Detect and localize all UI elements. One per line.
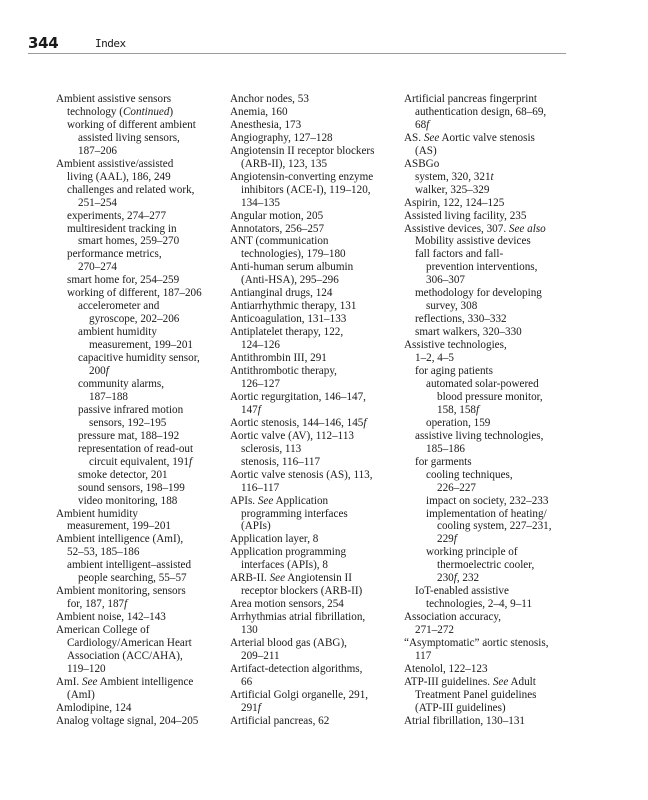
index-line: 187–206 xyxy=(78,144,117,157)
index-line: working of different, 187–206 xyxy=(67,287,202,300)
index-line: (APIs) xyxy=(241,520,271,533)
index-line: 200f xyxy=(89,365,109,378)
index-line: Ambient assistive sensors xyxy=(56,93,172,105)
index-line: experiments, 274–277 xyxy=(67,209,167,222)
index-line: Assisted living facility, 235 xyxy=(404,209,527,222)
index-line: stenosis, 116–117 xyxy=(241,455,321,468)
index-line: Ambient monitoring, sensors xyxy=(56,585,186,598)
index-line: implementation of heating/ xyxy=(426,507,547,520)
index-line: 230f, 232 xyxy=(437,572,480,585)
index-line: cooling system, 227–231, xyxy=(437,520,552,533)
index-line: methodology for developing xyxy=(415,287,542,300)
index-line: IoT-enabled assistive xyxy=(415,585,509,598)
index-line: 126–127 xyxy=(241,377,280,390)
index-line: ambient intelligent–assisted xyxy=(67,559,192,572)
index-line: Ambient noise, 142–143 xyxy=(56,611,166,624)
index-line: inhibitors (ACE-I), 119–120, xyxy=(241,183,371,196)
index-line: 158, 158f xyxy=(437,403,480,416)
index-line: 124–126 xyxy=(241,339,280,352)
index-line: Anticoagulation, 131–133 xyxy=(230,313,347,326)
index-line: Antiplatelet therapy, 122, xyxy=(230,326,344,339)
index-line: Cardiology/American Heart xyxy=(67,637,192,650)
index-line: 116–117 xyxy=(241,481,280,494)
index-line: authentication design, 68–69, xyxy=(415,105,547,118)
index-line: 119–120 xyxy=(67,662,106,675)
index-line: capacitive humidity sensor, xyxy=(78,352,200,365)
index-line: 187–188 xyxy=(89,390,128,403)
page-header xyxy=(28,34,566,54)
index-line: working principle of xyxy=(426,546,518,559)
index-line: 229f xyxy=(437,533,457,546)
index-line: 251–254 xyxy=(78,196,117,209)
index-line: 68f xyxy=(415,118,430,131)
index-line: measurement, 199–201 xyxy=(89,339,193,352)
running-head: Index xyxy=(95,37,126,50)
index-line: operation, 159 xyxy=(426,416,491,429)
index-line: “Asymptomatic” aortic stenosis, xyxy=(404,637,549,650)
index-line: thermoelectric cooler, xyxy=(437,559,535,572)
header-rule xyxy=(28,53,566,54)
index-line: for, 187, 187f xyxy=(67,598,128,611)
index-line: multiresident tracking in xyxy=(67,222,177,235)
index-line: ARB-II. See Angiotensin II xyxy=(230,572,352,585)
index-line: 209–211 xyxy=(241,649,280,662)
index-line: Artificial pancreas, 62 xyxy=(230,714,330,727)
index-column-2 xyxy=(230,93,402,728)
index-line: 52–53, 185–186 xyxy=(67,546,140,559)
index-line: survey, 308 xyxy=(426,300,478,313)
index-column-3 xyxy=(404,93,576,728)
index-line: AS. See Aortic valve stenosis xyxy=(404,131,535,144)
index-line: ambient humidity xyxy=(78,326,157,339)
index-line: smart walkers, 320–330 xyxy=(415,326,522,339)
index-line: Anemia, 160 xyxy=(230,105,288,118)
index-line: ANT (communication xyxy=(230,235,329,248)
index-line: 130 xyxy=(241,624,258,637)
index-line: Atrial fibrillation, 130–131 xyxy=(404,714,525,727)
index-line: sclerosis, 113 xyxy=(241,442,302,455)
index-line: gyroscope, 202–206 xyxy=(89,313,180,326)
index-line: Assistive devices, 307. See also xyxy=(404,222,546,235)
index-line: Arterial blood gas (ABG), xyxy=(230,637,347,650)
index-line: American College of xyxy=(56,624,150,637)
index-line: technologies), 179–180 xyxy=(241,248,346,261)
index-line: Artificial Golgi organelle, 291, xyxy=(230,688,369,701)
index-line: 271–272 xyxy=(415,624,454,637)
index-line: fall factors and fall- xyxy=(415,248,504,261)
index-line: smart homes, 259–270 xyxy=(78,235,180,248)
index-line: for aging patients xyxy=(415,365,493,378)
index-line: sensors, 192–195 xyxy=(89,416,167,429)
index-line: 134–135 xyxy=(241,196,280,209)
index-line: Application programming xyxy=(230,546,347,559)
index-line: prevention interventions, xyxy=(426,261,538,274)
index-line: 147f xyxy=(241,403,261,416)
index-line: automated solar-powered xyxy=(426,377,539,390)
index-line: impact on society, 232–233 xyxy=(426,494,549,507)
index-line: performance metrics, xyxy=(67,248,162,261)
index-line: 117 xyxy=(415,649,432,662)
index-line: Ambient assistive/assisted xyxy=(56,157,174,170)
index-line: interfaces (APIs), 8 xyxy=(241,559,328,572)
index-line: Assistive technologies, xyxy=(404,339,507,352)
index-line: Angular motion, 205 xyxy=(230,209,324,222)
index-line: (Anti-HSA), 295–296 xyxy=(241,274,339,287)
index-line: (AS) xyxy=(415,144,437,157)
index-line: technologies, 2–4, 9–11 xyxy=(426,598,533,611)
index-line: working of different ambient xyxy=(67,118,196,131)
index-line: sound sensors, 198–199 xyxy=(78,481,185,494)
index-line: Antithrombotic therapy, xyxy=(230,365,337,378)
index-line: 291f xyxy=(241,701,261,714)
index-line: assistive living technologies, xyxy=(415,429,544,442)
index-line: Atenolol, 122–123 xyxy=(404,662,488,675)
index-line: system, 320, 321t xyxy=(415,170,494,183)
index-line: Association accuracy, xyxy=(404,611,502,624)
index-line: 1–2, 4–5 xyxy=(415,352,454,365)
index-line: Antithrombin III, 291 xyxy=(230,352,327,365)
index-line: AmI. See Ambient intelligence xyxy=(56,675,194,688)
index-line: Ambient intelligence (AmI), xyxy=(56,533,184,546)
index-line: (ATP-III guidelines) xyxy=(415,701,506,714)
index-line: people searching, 55–57 xyxy=(78,572,187,585)
index-line: Aortic valve (AV), 112–113 xyxy=(230,429,354,442)
index-line: Artifact-detection algorithms, xyxy=(230,662,363,675)
index-line: 66 xyxy=(241,675,253,688)
index-line: smoke detector, 201 xyxy=(78,468,168,481)
index-line: for garments xyxy=(415,455,472,468)
page-number: 344 xyxy=(28,34,59,52)
index-line: 226–227 xyxy=(437,481,476,494)
index-line: Aspirin, 122, 124–125 xyxy=(404,196,505,209)
index-line: accelerometer and xyxy=(78,300,160,313)
index-line: representation of read-out xyxy=(78,442,194,455)
index-line: Antiarrhythmic therapy, 131 xyxy=(230,300,357,313)
index-line: Antianginal drugs, 124 xyxy=(230,287,333,300)
index-line: Anesthesia, 173 xyxy=(230,118,302,131)
index-line: technology (Continued) xyxy=(67,105,174,118)
index-line: assisted living sensors, xyxy=(78,131,180,144)
index-line: circuit equivalent, 191f xyxy=(89,455,193,468)
index-line: Aortic stenosis, 144–146, 145f xyxy=(230,416,367,429)
index-line: Anchor nodes, 53 xyxy=(230,93,309,105)
index-line: programming interfaces xyxy=(241,507,348,520)
index-line: Ambient humidity xyxy=(56,507,139,520)
index-line: Association (ACC/AHA), xyxy=(67,649,183,662)
index-line: Aortic regurgitation, 146–147, xyxy=(230,390,366,403)
index-line: Arrhythmias atrial fibrillation, xyxy=(230,611,366,624)
index-line: Area motion sensors, 254 xyxy=(230,598,344,611)
index-line: passive infrared motion xyxy=(78,403,184,416)
index-line: measurement, 199–201 xyxy=(67,520,171,533)
index-line: (ARB-II), 123, 135 xyxy=(241,157,328,170)
index-line: Anti-human serum albumin xyxy=(230,261,354,274)
index-line: Application layer, 8 xyxy=(230,533,319,546)
index-line: smart home for, 254–259 xyxy=(67,274,180,287)
index-line: Angiotensin II receptor blockers xyxy=(230,144,375,157)
index-line: challenges and related work, xyxy=(67,183,195,196)
index-line: cooling techniques, xyxy=(426,468,513,481)
index-line: Angiotensin-converting enzyme xyxy=(230,170,374,183)
index-line: ASBGo xyxy=(404,157,440,170)
index-line: reflections, 330–332 xyxy=(415,313,507,326)
index-line: pressure mat, 188–192 xyxy=(78,429,180,442)
index-line: Artificial pancreas fingerprint xyxy=(404,93,538,105)
index-line: Analog voltage signal, 204–205 xyxy=(56,714,199,727)
index-line: receptor blockers (ARB-II) xyxy=(241,585,363,598)
index-line: living (AAL), 186, 249 xyxy=(67,170,171,183)
index-line: 306–307 xyxy=(426,274,465,287)
index-line: ATP-III guidelines. See Adult xyxy=(404,675,536,688)
index-line: Angiography, 127–128 xyxy=(230,131,333,144)
index-line: walker, 325–329 xyxy=(415,183,490,196)
index-line: 185–186 xyxy=(426,442,465,455)
index-line: blood pressure monitor, xyxy=(437,390,543,403)
index-line: APIs. See Application xyxy=(230,494,329,507)
index-line: community alarms, xyxy=(78,377,165,390)
index-line: Annotators, 256–257 xyxy=(230,222,325,235)
index-column-1 xyxy=(56,93,228,728)
index-line: (AmI) xyxy=(67,688,95,701)
index-line: 270–274 xyxy=(78,261,117,274)
index-line: video monitoring, 188 xyxy=(78,494,178,507)
index-line: Aortic valve stenosis (AS), 113, xyxy=(230,468,373,481)
index-line: Mobility assistive devices xyxy=(415,235,531,248)
index-line: Amlodipine, 124 xyxy=(56,701,132,714)
index-line: Treatment Panel guidelines xyxy=(415,688,537,701)
